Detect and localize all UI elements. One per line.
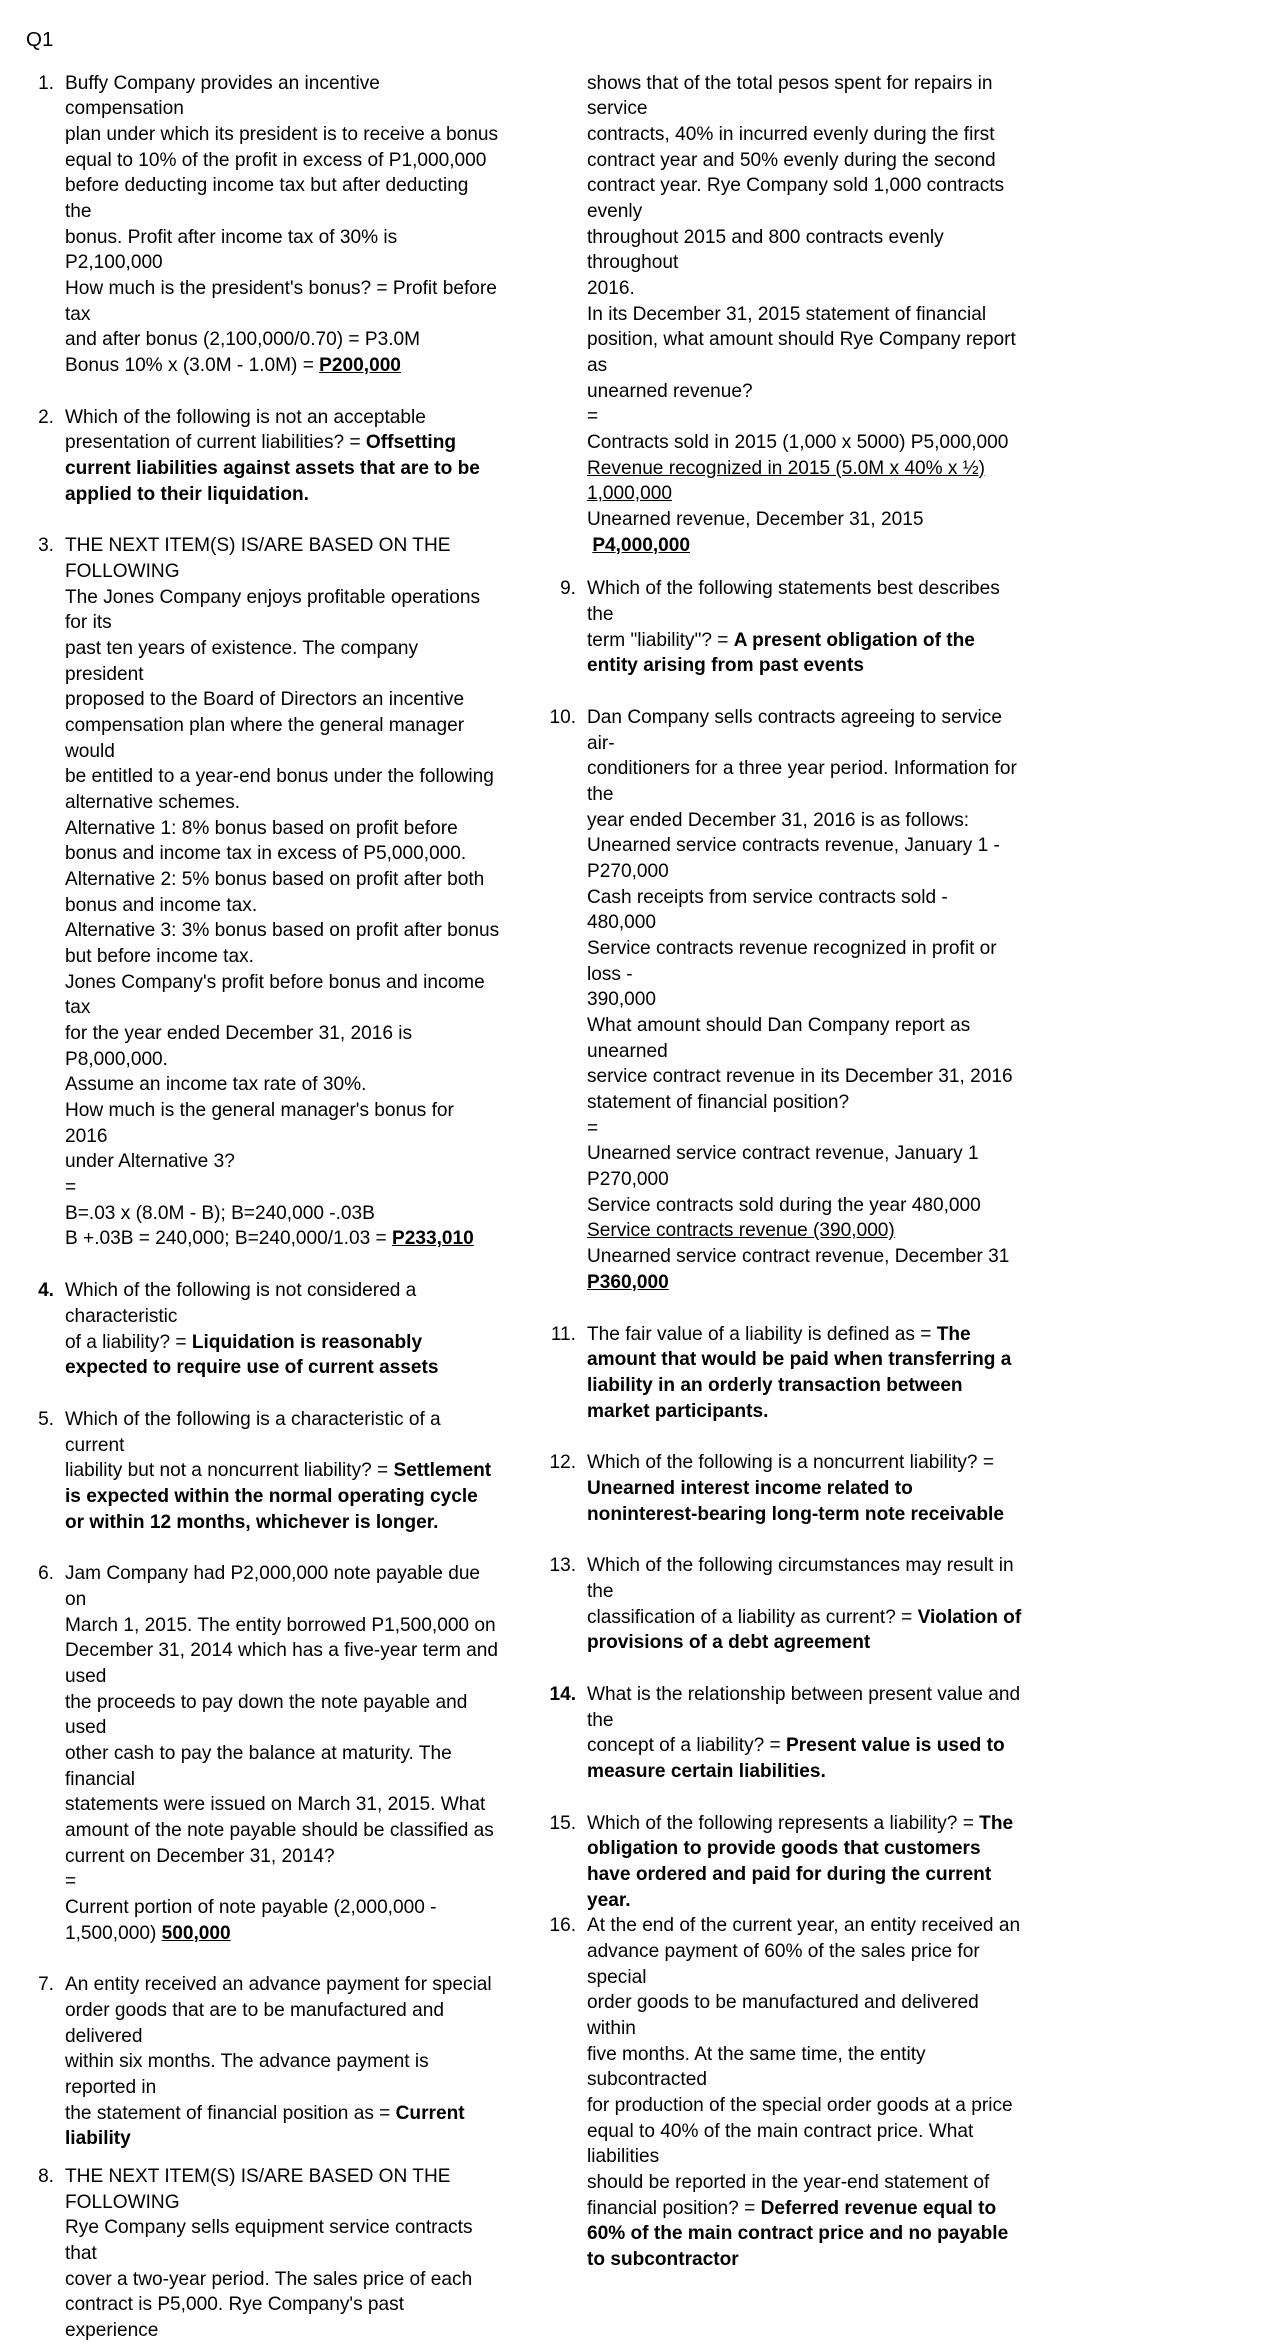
question-text: Dan Company sells contracts agreeing to service air- conditioners for a three year period. Information for the year ended December 31, 2016 is as follows: Unearned service contracts revenue, January 1 - P270,000 Cash receipts from service contracts sold - 480,000 Service contracts revenue recognized in profit or loss - 390,000 What amount should Dan Company report as unearned service contract revenue in its December 31, 2016 statement of financial position? = Unearned service contract revenue, January 1 P270,000 Service contracts sold during the year 480,000	[587, 707, 1017, 1216]
left-column	[24, 71, 500, 2344]
question-number: 14.	[549, 1683, 576, 1705]
question-number: 6.	[38, 1563, 54, 1585]
answer-text: Current liability	[65, 2102, 465, 2150]
computation-prefix: 1,500,000)	[65, 1922, 162, 1944]
answer-text: Settlement is expected within the normal operating cycle or within 12 months, whichever is longer.	[65, 1460, 492, 1533]
final-label: Unearned service contract revenue, December 31	[587, 1246, 1010, 1268]
question-body	[587, 1913, 1022, 2272]
question-body	[65, 405, 500, 508]
question-body	[65, 1972, 500, 2152]
answer-text: Present value is used to measure certain liabilities.	[587, 1735, 1005, 1782]
question-text: Which of the following is a noncurrent liability? =	[587, 1452, 995, 1474]
question-item-5	[24, 1407, 500, 1535]
question-text: The fair value of a liability is defined as =	[587, 1323, 937, 1345]
underlined-line: Service contracts revenue (390,000)	[587, 1220, 895, 1242]
question-text: Which of the following represents a liability? =	[587, 1812, 980, 1834]
question-number: 8.	[38, 2165, 54, 2187]
question-text: Which of the following statements best describes the term "liability"? =	[587, 578, 1000, 651]
question-body	[587, 705, 1022, 1295]
answer-text: Liquidation is reasonably expected to require use of current assets	[65, 1331, 439, 1379]
computation-result: 500,000	[161, 1922, 231, 1944]
question-body	[587, 1682, 1022, 1785]
question-item-8	[24, 2164, 500, 2344]
question-8-continuation	[546, 71, 1022, 559]
left-question-list	[24, 71, 500, 2344]
right-question-list	[546, 576, 1022, 2272]
question-item-10	[546, 705, 1022, 1295]
underlined-value: 1,000,000	[587, 483, 672, 505]
answer-text: A present obligation of the entity arising from past events	[587, 629, 975, 677]
question-body	[65, 2164, 500, 2344]
question-number: 1.	[38, 72, 54, 94]
question-number: 15.	[549, 1812, 576, 1834]
question-number: 4.	[38, 1280, 54, 1302]
question-text: At the end of the current year, an entity received an advance payment of 60% of the sales price for special order goods to be manufactured and delivered within five months. At the same time, the entity subcontracted for production of the special order goods at a price equal to 40% of the main contract price. What liabilities should be reported in the year-end statement of financial position? =	[587, 1915, 1021, 2219]
question-number: 11.	[550, 1323, 576, 1345]
underlined-line: Revenue recognized in 2015 (5.0M x 40% x ½)	[587, 457, 986, 479]
question-text: THE NEXT ITEM(S) IS/ARE BASED ON THE FOLLOWING Rye Company sells equipment service contracts that cover a two-year period. The sales price of each contract is P5,000. Rye Company's past experience	[65, 2165, 473, 2342]
question-body	[65, 1561, 500, 1946]
question-item-2	[24, 405, 500, 508]
question-body	[587, 1322, 1022, 1425]
question-text: Which of the following circumstances may result in the classification of a liability as current? =	[587, 1555, 1014, 1628]
question-number: 7.	[38, 1974, 54, 1996]
computation-prefix: B +.03B = 240,000; B=240,000/1.03 =	[65, 1228, 392, 1250]
question-item-12	[546, 1450, 1022, 1527]
answer-text: The amount that would be paid when transferring a liability in an orderly transaction between market participants.	[587, 1323, 1012, 1422]
question-number: 5.	[38, 1408, 54, 1430]
answer-text: The obligation to provide goods that customers have ordered and paid for during the current year.	[587, 1812, 1014, 1911]
question-item-3	[24, 533, 500, 1252]
question-body	[65, 533, 500, 1252]
question-number: 9.	[560, 578, 576, 600]
question-text: Buffy Company provides an incentive compensation plan under which its president is to receive a bonus equal to 10% of the profit in excess of P1,000,000 before deducting income tax but after deducting the bonus. Profit after income tax of 30% is P2,100,000 How much is the president's bonus? = Profit before tax and after bonus (2,100,000/0.70) = P3.0M	[65, 72, 499, 351]
question-item-1	[24, 71, 500, 379]
question-item-14	[546, 1682, 1022, 1785]
total-label: Unearned revenue, December 31, 2015	[587, 509, 924, 531]
question-body	[65, 1407, 500, 1535]
question-body	[587, 576, 1022, 679]
answer-text: Offsetting current liabilities against assets that are to be applied to their liquidation.	[65, 432, 480, 505]
right-column	[546, 71, 1022, 2273]
question-text: Jam Company had P2,000,000 note payable due on March 1, 2015. The entity borrowed P1,500,000 on December 31, 2014 which has a five-year term and used the proceeds to pay down the note payable and used other cash to pay the balance at maturity. The financial statements were issued on March 31, 2015. What amount of the note payable should be classified as current on December 31, 2014? = Current portion of note payable (2,000,000 -	[65, 1563, 499, 1918]
question-body	[587, 1553, 1022, 1656]
question-item-7	[24, 1972, 500, 2152]
question-item-16	[546, 1913, 1022, 2272]
question-body	[65, 1278, 500, 1381]
question-item-6	[24, 1561, 500, 1946]
total-value: P4,000,000	[592, 534, 690, 556]
question-text: THE NEXT ITEM(S) IS/ARE BASED ON THE FOLLOWING The Jones Company enjoys profitable operations for its past ten years of existence. The company president proposed to the Board of Directors an incentive compensation plan where the general manager would be entitled to a year-end bonus under the following alternative schemes. Alternative 1: 8% bonus based on profit before bonus and income tax in excess of P5,000,000. Alternative 2: 5% bonus based on profit after both bonus and income tax. Alternative 3: 3% bonus based on profit after bonus but before income tax. Jones Company's profit before bonus and income tax for the year ended December 31, 2016 is P8,000,000. Assume an income tax rate of 30%. How much is the general manager's bonus for 2016 under Alternative 3? = B=.03 x (8.0M - B); B=240,000 -.03B	[65, 535, 500, 1224]
question-item-9	[546, 576, 1022, 679]
continuation-text: shows that of the total pesos spent for repairs in service contracts, 40% in incurred evenly during the first contract year and 50% evenly during the second contract year. Rye Company sold 1,000 contracts evenly throughout 2015 and 800 contracts evenly throughout 2016. In its December 31, 2015 statement of financial position, what amount should Rye Company report as unearned revenue? = Contracts sold in 2015 (1,000 x 5000) P5,000,000	[587, 72, 1016, 453]
question-item-15	[546, 1811, 1022, 1914]
computation-result: P200,000	[319, 354, 401, 376]
page-title: Q1	[26, 28, 54, 51]
question-text: Which of the following is a characteristic of a current liability but not a noncurrent liability? =	[65, 1408, 441, 1482]
question-number: 12.	[549, 1452, 576, 1474]
question-number: 13.	[549, 1555, 576, 1577]
question-body	[587, 1450, 1022, 1527]
question-number: 3.	[38, 535, 54, 557]
answer-text: Deferred revenue equal to 60% of the main contract price and no payable to subcontractor	[587, 2197, 1009, 2270]
question-number: 16.	[549, 1915, 576, 1937]
answer-text: Violation of provisions of a debt agreement	[587, 1606, 1022, 1654]
question-body	[587, 1811, 1022, 1914]
question-text: An entity received an advance payment for special order goods that are to be manufactured and delivered within six months. The advance payment is reported in the statement of financial position as =	[65, 1974, 492, 2124]
answer-text: Unearned interest income related to noninterest-bearing long-term note receivable	[587, 1477, 1004, 1525]
question-item-13	[546, 1553, 1022, 1656]
question-text: Which of the following is not an acceptable presentation of current liabilities? =	[65, 406, 426, 454]
question-number: 10.	[549, 707, 576, 729]
question-item-4	[24, 1278, 500, 1381]
question-text: Which of the following is not considered a characteristic of a liability? =	[65, 1280, 417, 1353]
question-item-11	[546, 1322, 1022, 1425]
final-value: P360,000	[587, 1271, 669, 1293]
computation-prefix: Bonus 10% x (3.0M - 1.0M) =	[65, 354, 320, 376]
two-column-layout	[24, 71, 1240, 2344]
question-text: What is the relationship between present value and the concept of a liability? =	[587, 1683, 1021, 1757]
computation-result: P233,010	[392, 1228, 474, 1250]
question-number: 2.	[38, 406, 54, 428]
question-body	[65, 71, 500, 379]
